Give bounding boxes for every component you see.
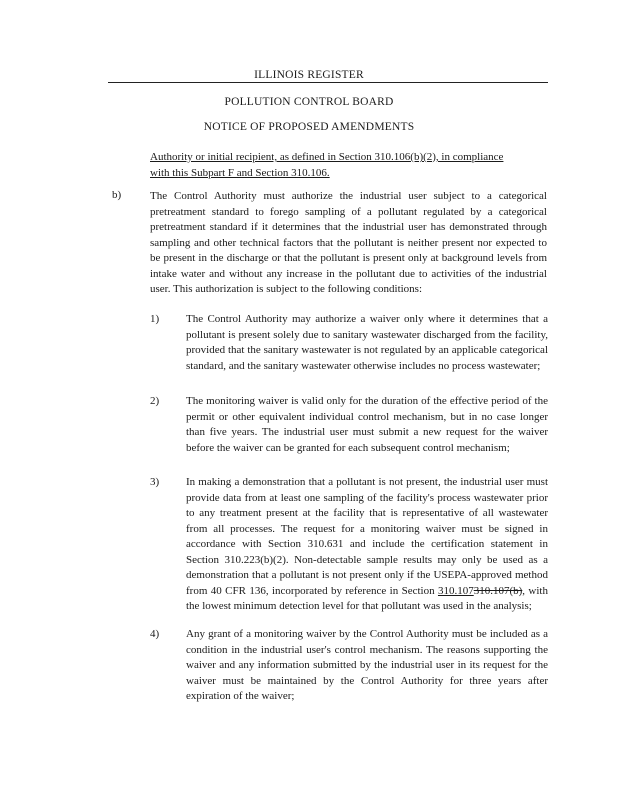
item-number: 1): [150, 313, 160, 325]
item-text: Any grant of a monitoring waiver by the Control Authority must be included as a condition in the industrial user's control mechanism. The reasons supporting the waiver and any information submitted by the industrial user in its request for the waiver must be maintained by the Control Authority for three years after expiration of the waiver;: [186, 628, 548, 702]
intro-paragraph: [150, 150, 545, 181]
header-rule: [108, 82, 548, 83]
item-text-part: , with the lowest minimum detection level for that pollutant was used in the analysis;: [186, 584, 548, 612]
deleted-text: 310.107(b): [473, 584, 523, 597]
item-number: 4): [150, 628, 160, 640]
item-text: The monitoring waiver is valid only for the duration of the effective period of the permit or other equivalent individual control mechanism, but in no case longer than five years. The industrial user must submit a new request for the waiver before the waiver can be granted for each subsequent control mechanism;: [186, 395, 548, 454]
item-number: 2): [150, 395, 160, 407]
intro-line-1: Authority or initial recipient, as defined in Section 310.106(b)(2), in compliance: [150, 151, 504, 163]
inserted-text: 310.107: [437, 584, 474, 597]
register-header: ILLINOIS REGISTER: [254, 69, 364, 81]
notice-header: NOTICE OF PROPOSED AMENDMENTS: [203, 121, 415, 133]
intro-line-2: with this Subpart F and Section 310.106.: [150, 166, 330, 179]
item-number: 3): [150, 476, 160, 488]
item-text: [186, 475, 548, 615]
section-b-label: b): [112, 189, 122, 201]
item-text: The Control Authority may authorize a waiver only where it determines that a pollutant is present solely due to sanitary wastewater discharged from the facility, provided that the sanitary wastewater is not regulated by an applicable categorical standard, and the sanitary wastewater otherwise includes no process wastewater;: [186, 313, 548, 372]
section-b-text: The Control Authority must authorize the industrial user subject to a categorical pretreatment standard to forego sampling of a pollutant regulated by a categorical pretreatment standard if it determines that the industrial user has demonstrated through sampling and other technical factors that the pollutant is neither present nor expected to be present in the discharge or that the pollutant is present only at background levels from intake water and without any increase in the pollutant due to activities of the industrial user. This authorization is subject to the following conditions:: [150, 190, 547, 295]
item-text-part: In making a demonstration that a pollutant is not present, the industrial user must provide data from at least one sampling of the facility's process wastewater prior to any treatment present at the facility that is representative of all wastewater from all processes. The request for a monitoring waiver must be signed in accordance with Section 310.631 and include the certification statement in Section 310.223(b)(2). Non-detectable sample results may only be used as a demonstration that a pollutant is not present only if the USEPA-approved method from 40 CFR 136, incorporated by reference in Section: [186, 476, 548, 597]
board-header: POLLUTION CONTROL BOARD: [224, 96, 394, 108]
